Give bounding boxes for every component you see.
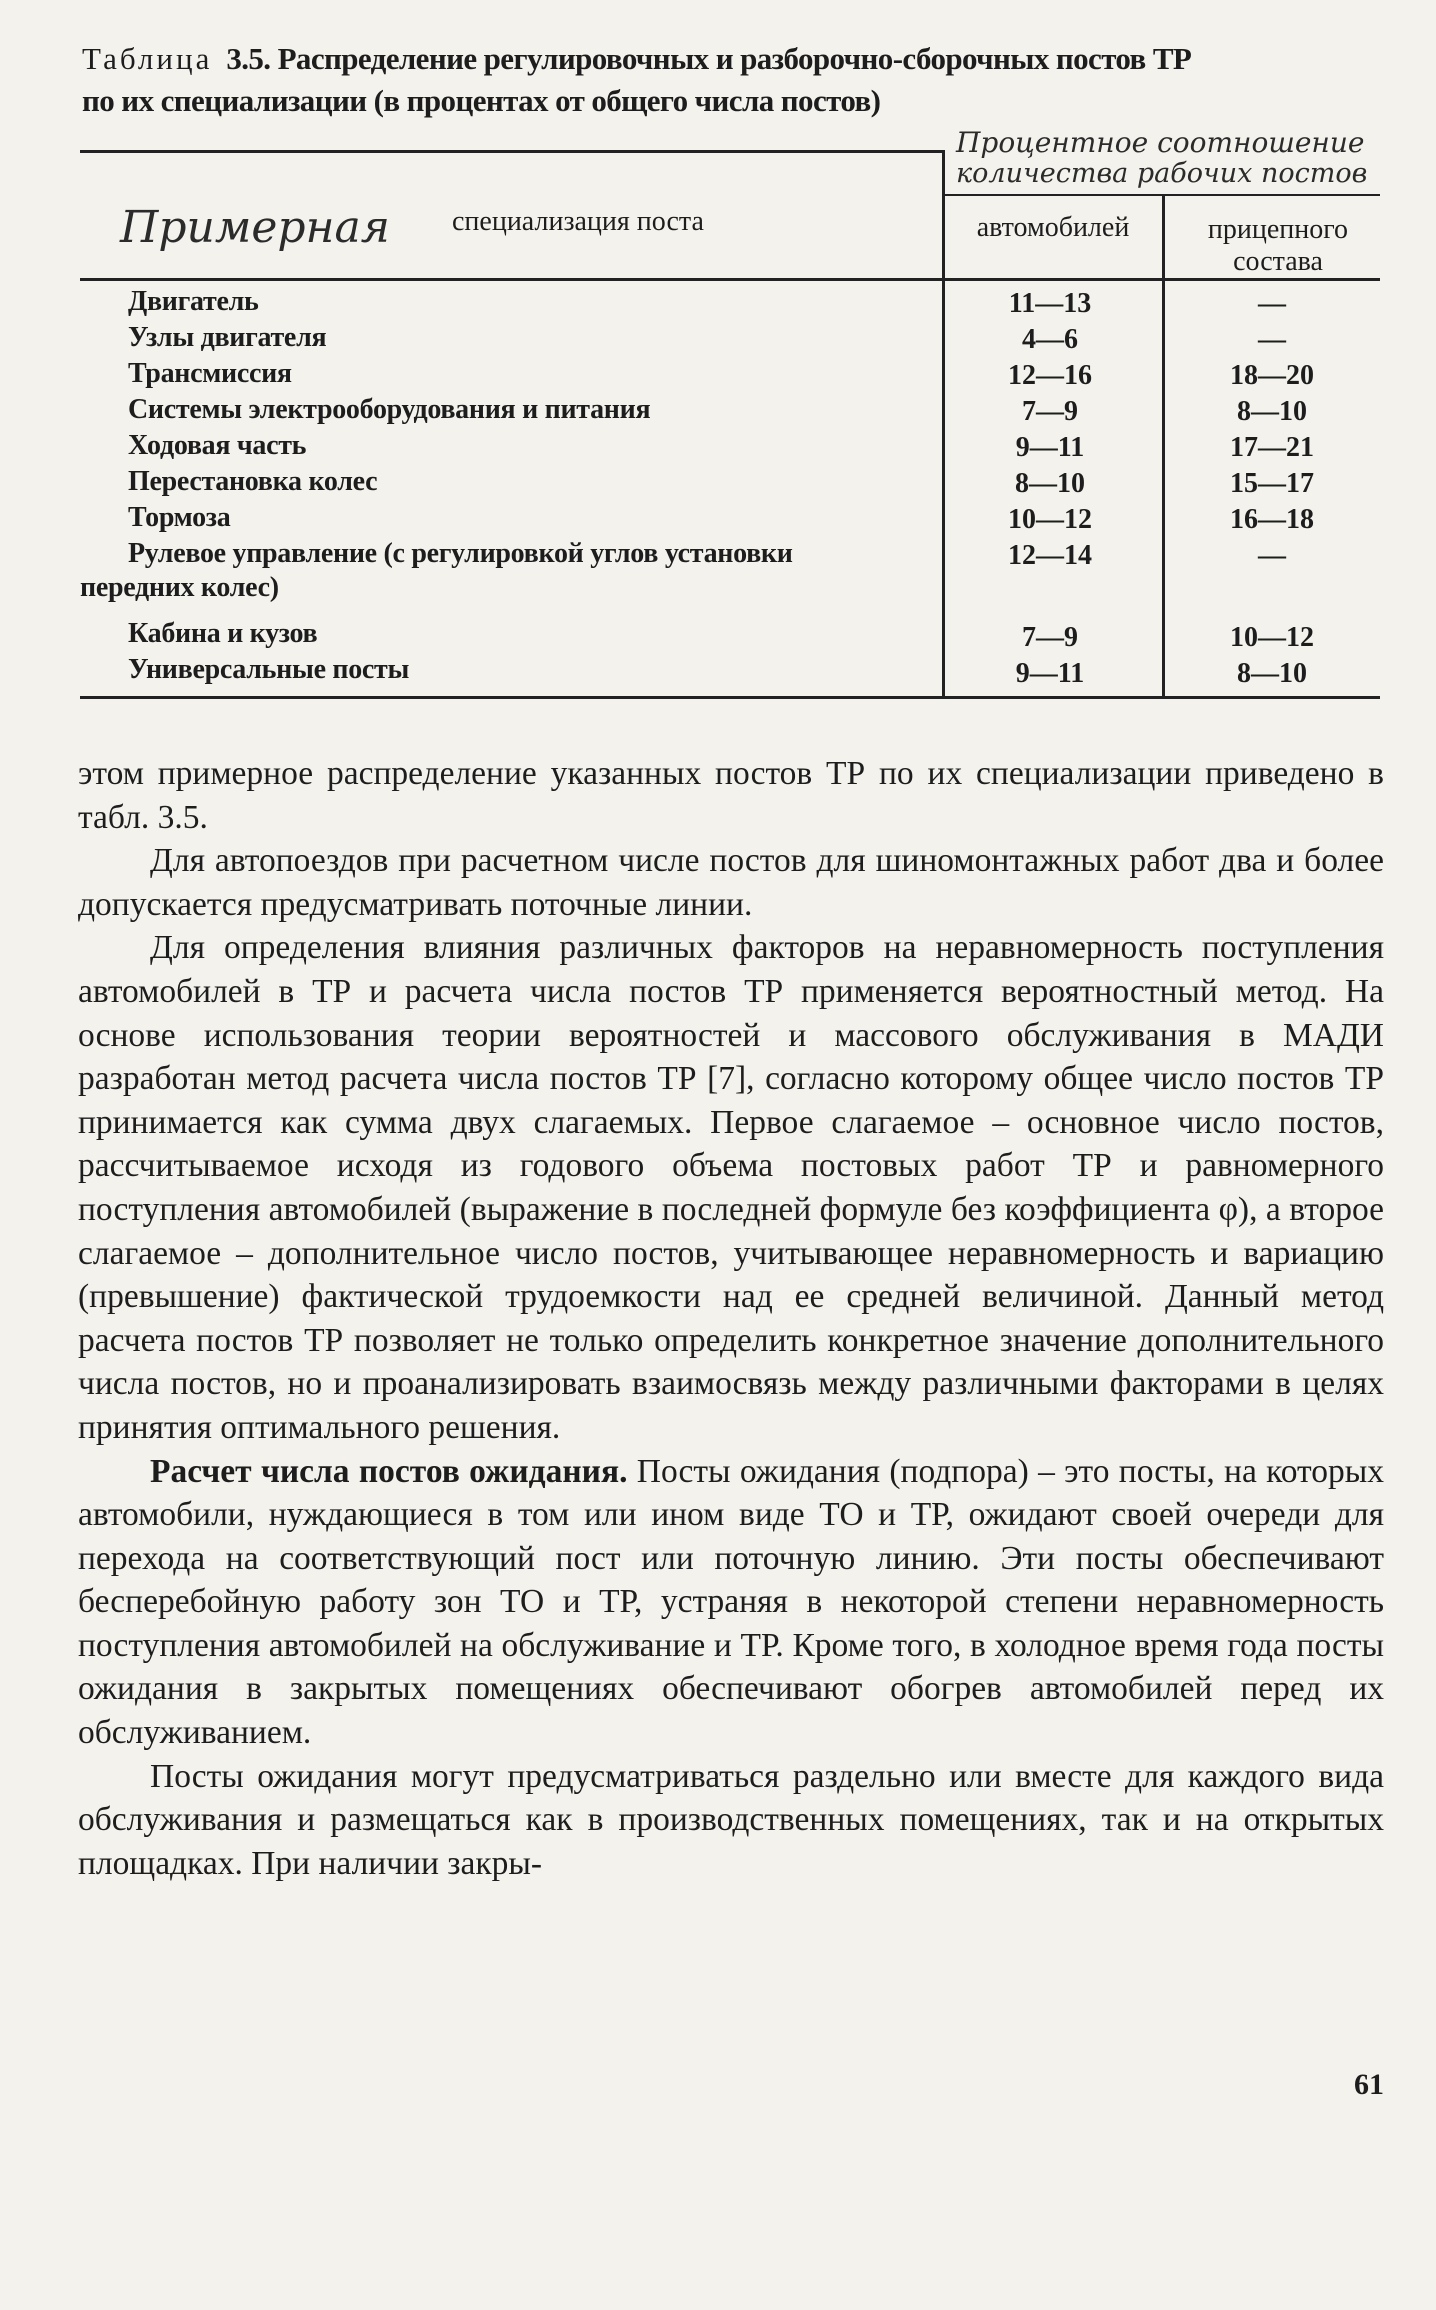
header-automobiles: автомобилей [976, 212, 1130, 243]
table-caption [82, 38, 1382, 122]
row-label: Универсальные посты [128, 654, 410, 685]
header-specialization: специализация поста [452, 206, 704, 237]
cell-auto: 9—11 [1015, 432, 1085, 463]
cell-trailer: 10—12 [1230, 622, 1314, 653]
row-label: Двигатель [128, 286, 259, 317]
page-number: 61 [1354, 2068, 1384, 2101]
cell-auto: 12—14 [1008, 540, 1092, 571]
header-bottom-rule [80, 278, 1380, 281]
cell-trailer: 17—21 [1230, 432, 1314, 463]
cell-auto: 7—9 [1022, 396, 1078, 427]
cell-trailer: 15—17 [1230, 468, 1314, 499]
cell-auto: 4—6 [1022, 324, 1078, 355]
caption-line-1 [82, 38, 1382, 80]
row-label: Узлы двигателя [128, 322, 327, 353]
paragraph: этом примерное распределение указанных постов ТР по их специализации приведено в табл. 3.5. [78, 755, 1384, 836]
cell-trailer: 8—10 [1237, 658, 1307, 689]
column-divider-2 [1162, 194, 1165, 699]
row-label: Кабина и кузов [128, 618, 318, 649]
cell-trailer: — [1258, 288, 1286, 319]
cell-auto: 7—9 [1022, 622, 1078, 653]
row-label: Ходовая часть [128, 430, 307, 461]
caption-line-2: по их специализации (в процентах от общего числа постов) [82, 83, 881, 118]
header-trailer-line-1: прицепного [1207, 214, 1349, 245]
column-divider-1 [942, 150, 945, 699]
row-label-continuation: передних колес) [80, 572, 279, 603]
row-label: Системы электрооборудования и питания [128, 394, 651, 425]
cell-trailer: — [1258, 324, 1286, 355]
paragraph-text: Посты ожидания (подпора) – это посты, на которых автомобили, нуждающиеся в том или ином виде ТО и ТР, ожидают своей очереди для перехода на соответствующий пост или поточную линию. Эти посты обеспечивают бесперебойную работу зон ТО и ТР, устраняя в некоторой степени неравномерность поступления автомобилей на обслуживание и ТР. Кроме того, в холодное время года посты ожидания в закрытых помещениях обеспечивают обогрев автомобилей перед их обслуживанием. [78, 1452, 1384, 1752]
paragraph: Посты ожидания могут предусматриваться раздельно или вместе для каждого вида обслуживания и размещаться как в производственных помещениях, так и на открытых площадках. При наличии закры- [78, 1757, 1384, 1882]
caption-title: 3.5. Распределение регулировочных и разборочно-сборочных постов ТР [226, 41, 1192, 76]
paragraph [78, 1450, 1384, 1755]
row-label: Тормоза [128, 502, 231, 533]
group-header-rule [942, 194, 1380, 196]
paragraph-heading: Расчет числа постов ожидания. [150, 1452, 628, 1490]
cell-auto: 12—16 [1008, 360, 1092, 391]
cell-trailer: 18—20 [1230, 360, 1314, 391]
row-label: Трансмиссия [128, 358, 292, 389]
header-trailer-line-2: состава [1233, 246, 1323, 277]
cell-auto: 9—11 [1015, 658, 1085, 689]
handwritten-annotation-group-1: Процентное соотношение [956, 126, 1365, 159]
cell-auto: 8—10 [1015, 468, 1085, 499]
paragraph: Для определения влияния различных факторов на неравномерность поступления автомобилей в ТР и расчета числа постов ТР применяется вероятностный метод. На основе использования теории вероятностей и массового обслуживания в МАДИ разработан метод расчета числа постов ТР [7], согласно которому общее число постов ТР принимается как сумма двух слагаемых. Первое слагаемое – основное число постов, рассчитываемое исходя из годового объема постовых работ ТР и равномерного поступления автомобилей (выражение в последней формуле без коэффициента φ), а второе слагаемое – дополнительное число постов, учитывающее неравномерность и вариацию (превышение) фактической трудоемкости над ее средней величиной. Данный метод расчета постов ТР позволяет не только определить конкретное значение дополнительного числа постов, но и проанализировать взаимосвязь между различными факторами в целях принятия оптимального решения. [78, 929, 1384, 1446]
specialization-table [80, 126, 1380, 700]
row-label: Перестановка колес [128, 466, 378, 497]
caption-word: Таблица [82, 41, 213, 76]
handwritten-annotation-left: Примерная [120, 202, 390, 253]
handwritten-annotation-group-2: количества рабочих постов [956, 158, 1368, 189]
cell-trailer: — [1258, 540, 1286, 571]
cell-auto: 10—12 [1008, 504, 1092, 535]
body-text [78, 752, 1384, 1885]
cell-auto: 11—13 [1008, 288, 1092, 319]
row-label: Рулевое управление (с регулировкой углов установки [128, 538, 793, 569]
paragraph: Для автопоездов при расчетном числе постов для шиномонтажных работ два и более допускается предусматривать поточные линии. [78, 842, 1384, 923]
table-top-rule [80, 150, 942, 153]
table-bottom-rule [80, 696, 1380, 699]
cell-trailer: 16—18 [1230, 504, 1314, 535]
cell-trailer: 8—10 [1237, 396, 1307, 427]
